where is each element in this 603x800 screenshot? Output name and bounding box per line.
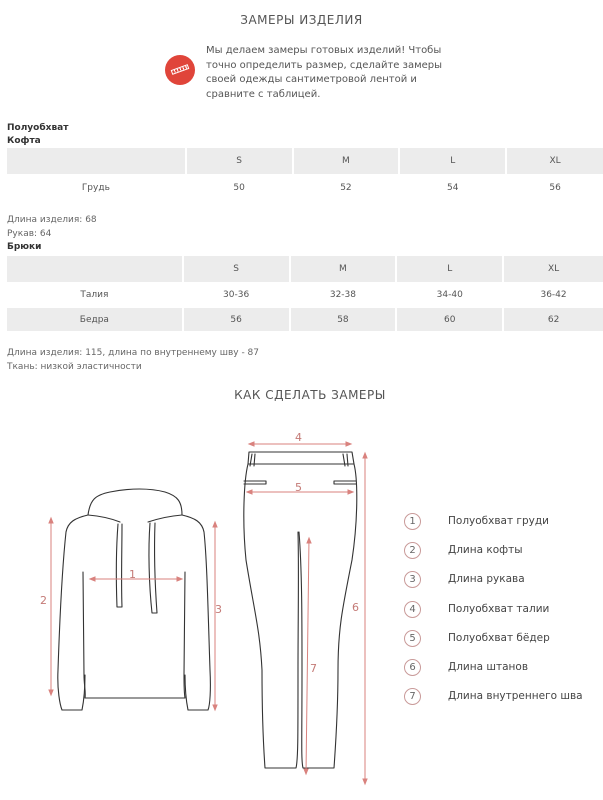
jacket-size-table [7, 148, 603, 202]
table-cell: 52 [293, 175, 400, 201]
legend-item [404, 540, 523, 560]
header-cell-s: S [186, 148, 293, 175]
table-cell: 56 [506, 175, 603, 201]
table-cell: 60 [396, 307, 503, 332]
row-label: Грудь [7, 175, 186, 201]
diagram-label-1: 1 [129, 568, 136, 581]
legend-item [404, 628, 550, 648]
diagram-label-5: 5 [295, 481, 302, 494]
header-cell-xl: XL [506, 148, 603, 175]
header-cell-l: L [396, 256, 503, 283]
number-circle-icon: 6 [404, 659, 421, 676]
diagram-label-7: 7 [310, 662, 317, 675]
table-cell: 30-36 [183, 283, 290, 307]
header-cell [7, 256, 183, 283]
legend-label: Полуобхват груди [448, 515, 549, 527]
jacket-note-sleeve: Рукав: 64 [7, 229, 52, 239]
jacket-note-length: Длина изделия: 68 [7, 215, 97, 225]
how-to-title: КАК СДЕЛАТЬ ЗАМЕРЫ [234, 388, 386, 402]
number-circle-icon: 4 [404, 601, 421, 618]
diagram-label-2: 2 [40, 594, 47, 607]
legend-item [404, 599, 550, 619]
table-cell: 58 [290, 307, 397, 332]
table-cell: 36-42 [503, 283, 603, 307]
row-label: Бедра [7, 307, 183, 332]
pants-note-length: Длина изделия: 115, длина по внутреннему шву - 87 [7, 348, 260, 358]
legend-item [404, 657, 529, 677]
row-label: Талия [7, 283, 183, 307]
number-circle-icon: 5 [404, 630, 421, 647]
table-cell: 62 [503, 307, 603, 332]
table-header-row [7, 148, 603, 175]
legend-item [404, 511, 549, 531]
pants-diagram [230, 420, 380, 800]
legend-label: Полуобхват бёдер [448, 632, 550, 644]
header-cell-l: L [399, 148, 506, 175]
number-circle-icon: 7 [404, 688, 421, 705]
header-cell-m: M [290, 256, 397, 283]
legend-label: Длина штанов [448, 661, 529, 673]
table-header-row [7, 256, 603, 283]
header-cell-xl: XL [503, 256, 603, 283]
legend-label: Полуобхват талии [448, 603, 550, 615]
table-row [7, 307, 603, 332]
legend-item [404, 686, 583, 706]
header-cell-m: M [293, 148, 400, 175]
section-title-jacket: Кофта [7, 136, 41, 146]
diagram-label-3: 3 [215, 603, 222, 616]
table-cell: 54 [399, 175, 506, 201]
section-label-half-girth: Полуобхват [7, 123, 69, 133]
header-cell [7, 148, 186, 175]
page-title: ЗАМЕРЫ ИЗДЕЛИЯ [240, 13, 363, 27]
table-row [7, 283, 603, 307]
number-circle-icon: 2 [404, 542, 421, 559]
table-cell: 32-38 [290, 283, 397, 307]
legend-label: Длина внутреннего шва [448, 690, 583, 702]
number-circle-icon: 1 [404, 513, 421, 530]
section-title-pants: Брюки [7, 242, 42, 252]
legend-label: Длина рукава [448, 573, 525, 585]
legend-item [404, 569, 525, 589]
header-cell-s: S [183, 256, 290, 283]
diagram-label-4: 4 [295, 431, 302, 444]
pants-note-fabric: Ткань: низкой эластичности [7, 362, 142, 372]
diagram-label-6: 6 [352, 601, 359, 614]
table-cell: 34-40 [396, 283, 503, 307]
table-cell: 56 [183, 307, 290, 332]
number-circle-icon: 3 [404, 571, 421, 588]
legend-label: Длина кофты [448, 544, 523, 556]
table-row [7, 175, 603, 201]
hoodie-diagram [30, 470, 240, 720]
intro-text: Мы делаем замеры готовых изделий! Чтобы точно определить размер, сделайте замеры своей одежды сантиметровой лентой и сравните с таблицей. [206, 45, 443, 100]
measuring-tape-icon [165, 55, 195, 85]
pants-size-table [7, 256, 603, 333]
table-cell: 50 [186, 175, 293, 201]
measurement-legend [404, 511, 603, 721]
